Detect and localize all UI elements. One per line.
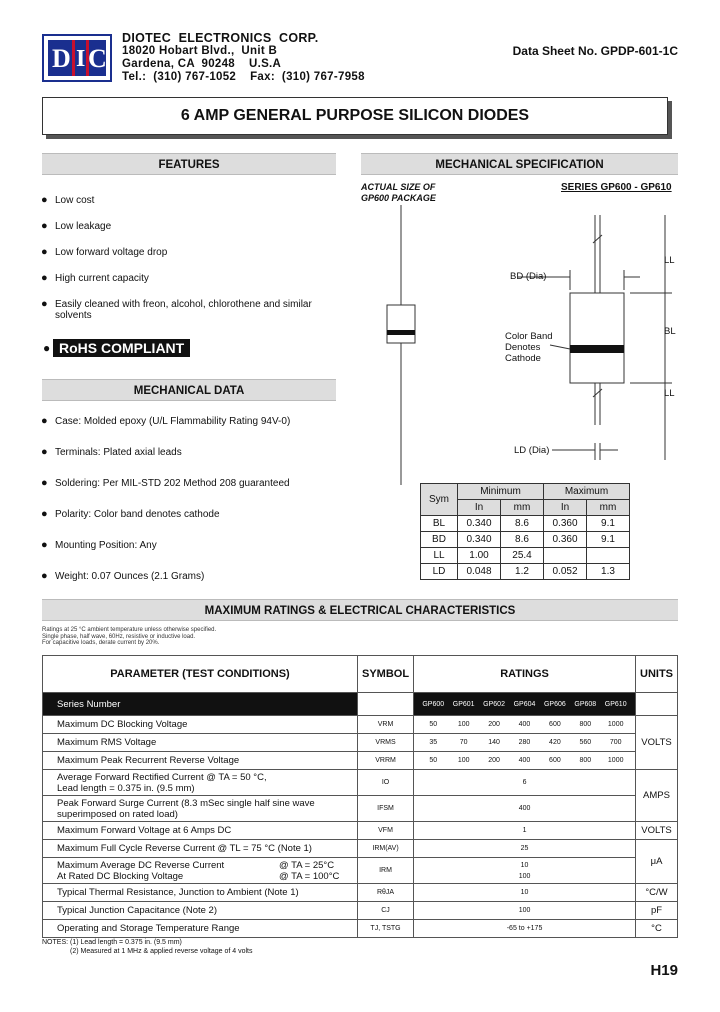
unit-cell: °C (636, 920, 678, 938)
param-cell: Maximum Average DC Reverse Current At Rated DC Blocking Voltage @ TA = 25°C @ TA = 100°C (43, 858, 358, 884)
bullet-icon: ● (43, 341, 51, 355)
dim-max-mm: 9.1 (587, 516, 630, 532)
value-cell: 560 (579, 739, 592, 746)
value-cell: 6 (414, 770, 636, 796)
col-symbol-header: SYMBOL (358, 656, 414, 693)
series-number: GP601 (452, 700, 475, 708)
feature-item: ● Low cost (41, 194, 95, 206)
color-band-label: Color Band Denotes Cathode (505, 331, 553, 364)
value-cell: 600 (549, 721, 561, 728)
dim-header-min: Minimum (458, 484, 544, 500)
unit-cell: pF (636, 902, 678, 920)
value-cell: 100 (414, 902, 636, 920)
dim-min-mm: 8.6 (501, 516, 544, 532)
symbol-cell: RθJA (358, 884, 414, 902)
condition-100c: @ TA = 100°C (279, 871, 340, 882)
symbol-cell: IRM(AV) (358, 840, 414, 858)
value-cell: 1000 (607, 757, 624, 764)
note-1: NOTES: (1) Lead length = 0.375 in. (9.5 mm) (42, 939, 182, 946)
value-cell: 420 (549, 739, 561, 746)
value-cell: 100 (457, 721, 470, 728)
table-row (43, 716, 678, 734)
col-units-header: UNITS (636, 656, 678, 693)
company-name: DIOTEC ELECTRONICS CORP. (122, 31, 319, 45)
dim-min-mm: 1.2 (501, 564, 544, 580)
logo-letter-i: I (76, 46, 86, 72)
dim-sym: LD (421, 564, 458, 580)
value-cell: 25 (414, 840, 636, 858)
dim-sym: LL (421, 548, 458, 564)
series-number: GP604 (513, 700, 536, 708)
bl-label: BL (664, 326, 676, 337)
dim-max-in: 0.360 (544, 516, 587, 532)
mechanical-data-heading: MECHANICAL DATA (42, 379, 336, 401)
dim-sym: BL (421, 516, 458, 532)
table-row (43, 822, 678, 840)
symbol-cell: VRRM (358, 752, 414, 770)
col-param-header: PARAMETER (TEST CONDITIONS) (43, 656, 358, 693)
value-cell: 400 (518, 721, 531, 728)
param-cell: Maximum DC Blocking Voltage (43, 716, 358, 734)
logo-letter-c: C (88, 44, 107, 73)
param-cell: Maximum RMS Voltage (43, 734, 358, 752)
document-title: 6 AMP GENERAL PURPOSE SILICON DIODES (42, 97, 668, 135)
param-cell: Typical Junction Capacitance (Note 2) (43, 902, 358, 920)
value-cell: 50 (429, 721, 438, 728)
table-row (43, 858, 678, 884)
ld-label: LD (Dia) (514, 445, 550, 456)
value-cell: 35 (429, 739, 438, 746)
value-cell: 400 (414, 796, 636, 822)
address-line-2: Gardena, CA 90248 U.S.A (122, 58, 282, 70)
dim-header-in: In (544, 500, 587, 516)
dim-sym: BD (421, 532, 458, 548)
dim-max-in: 0.052 (544, 564, 587, 580)
mech-item: ● Case: Molded epoxy (U/L Flammability Rating 94V-0) (41, 415, 291, 427)
symbol-cell: VRM (358, 716, 414, 734)
value-cell: 200 (488, 757, 500, 764)
note-2: (2) Measured at 1 MHz & applied reverse voltage of 4 volts (70, 948, 253, 955)
mech-item: ● Mounting Position: Any (41, 539, 157, 551)
table-row (43, 884, 678, 902)
unit-cell: μA (636, 840, 678, 884)
series-label: SERIES GP600 - GP610 (561, 182, 672, 193)
dim-min-in: 0.048 (458, 564, 501, 580)
table-row (43, 752, 678, 770)
series-number: GP602 (483, 700, 505, 708)
dim-header-mm: mm (501, 500, 544, 516)
dim-min-mm: 25.4 (501, 548, 544, 564)
mech-item: ● Polarity: Color band denotes cathode (41, 508, 220, 520)
series-number: GP600 (422, 700, 445, 708)
company-info (122, 32, 365, 84)
value-cell: 50 (429, 757, 438, 764)
mech-item: ● Soldering: Per MIL-STD 202 Method 208 guaranteed (41, 477, 290, 489)
dim-min-in: 0.340 (458, 532, 501, 548)
value-cell: 100 (457, 757, 470, 764)
ratings-heading: MAXIMUM RATINGS & ELECTRICAL CHARACTERISTICS (42, 599, 678, 621)
dim-header-sym: Sym (421, 484, 458, 516)
dim-min-mm: 8.6 (501, 532, 544, 548)
series-label: Series Number (43, 693, 358, 716)
dim-min-in: 1.00 (458, 548, 501, 564)
table-row (43, 840, 678, 858)
mech-item: ● Terminals: Plated axial leads (41, 446, 182, 458)
table-row (43, 796, 678, 822)
col-ratings-header: RATINGS (414, 656, 636, 693)
value-cell: 1000 (607, 721, 624, 728)
symbol-cell: TJ, TSTG (358, 920, 414, 938)
value-cell: 800 (579, 757, 592, 764)
series-number: GP610 (604, 700, 627, 708)
value-cell: 700 (609, 739, 622, 746)
feature-item: ● Low leakage (41, 220, 112, 232)
unit-cell: VOLTS (636, 822, 678, 840)
ll-label-top: LL (664, 255, 675, 266)
unit-cell: VOLTS (636, 716, 678, 770)
param-cell: Typical Thermal Resistance, Junction to Ambient (Note 1) (43, 884, 358, 902)
features-heading: FEATURES (42, 153, 336, 175)
rohs-badge: RoHS COMPLIANT (53, 339, 190, 357)
value-cell: 70 (459, 739, 468, 746)
param-cell: Operating and Storage Temperature Range (43, 920, 358, 938)
dim-header-max: Maximum (544, 484, 630, 500)
value-cell: 280 (518, 739, 531, 746)
dimension-table (420, 483, 630, 580)
phone-fax: Tel.: (310) 767-1052 Fax: (310) 767-7958 (122, 71, 365, 83)
dim-header-in: In (458, 500, 501, 516)
company-logo (42, 34, 112, 82)
series-row (43, 693, 678, 716)
param-cell: Maximum Peak Recurrent Reverse Voltage (43, 752, 358, 770)
dim-max-mm: 1.3 (587, 564, 630, 580)
unit-cell: AMPS (636, 770, 678, 822)
mech-spec-heading: MECHANICAL SPECIFICATION (361, 153, 678, 175)
value-cell: 10 (414, 884, 636, 902)
value-cell: 10 100 (414, 858, 636, 884)
logo-letter-d: D (52, 44, 71, 73)
value-cell: 1 (414, 822, 636, 840)
dim-row (421, 532, 630, 548)
value-cell: 140 (488, 739, 500, 746)
dim-row (421, 516, 630, 532)
dim-row (421, 564, 630, 580)
symbol-cell: CJ (358, 902, 414, 920)
symbol-cell: IFSM (358, 796, 414, 822)
unit-cell: °C/W (636, 884, 678, 902)
table-row (43, 902, 678, 920)
feature-item: ● Low forward voltage drop (41, 246, 168, 258)
value-cell: 400 (518, 757, 531, 764)
dim-max-mm: 9.1 (587, 532, 630, 548)
value-cell: 800 (579, 721, 592, 728)
param-cell: Maximum Full Cycle Reverse Current @ TL = 75 °C (Note 1) (43, 840, 358, 858)
logo-bar (72, 40, 75, 76)
value-cell: 200 (488, 721, 500, 728)
address-line-1: 18020 Hobart Blvd., Unit B (122, 45, 278, 57)
symbol-cell: VFM (358, 822, 414, 840)
feature-item: ● Easily cleaned with freon, alcohol, chlorothene and similar solvents (41, 298, 312, 321)
feature-item: ● High current capacity (41, 272, 149, 284)
series-number: GP606 (543, 700, 566, 708)
dim-header-mm: mm (587, 500, 630, 516)
value-cell: 600 (549, 757, 561, 764)
table-row (43, 734, 678, 752)
page-id: H19 (650, 962, 678, 979)
param-cell: Maximum Forward Voltage at 6 Amps DC (43, 822, 358, 840)
dimension-drawing (440, 215, 680, 465)
actual-size-diode (380, 205, 430, 490)
table-row (43, 770, 678, 796)
footnotes (42, 938, 252, 956)
dim-max-in (544, 548, 587, 564)
dim-row (421, 548, 630, 564)
dim-max-in: 0.360 (544, 532, 587, 548)
dim-max-mm (587, 548, 630, 564)
param-cell: Peak Forward Surge Current (8.3 mSec single half sine wave superimposed on rated load) (43, 796, 358, 822)
param-cell: Average Forward Rectified Current @ TA = 50 °C, Lead length = 0.375 in. (9.5 mm) (43, 770, 358, 796)
dim-min-in: 0.340 (458, 516, 501, 532)
symbol-cell: IO (358, 770, 414, 796)
symbol-cell: IRM (358, 858, 414, 884)
symbol-cell: VRMS (358, 734, 414, 752)
actual-size-label: ACTUAL SIZE OF GP600 PACKAGE (361, 182, 436, 203)
ratings-table (42, 655, 678, 938)
table-row (43, 920, 678, 938)
ratings-notes: Ratings at 25 °C ambient temperature unless otherwise specified. Single phase, half wave, 60Hz, resistive or inductive load. For capacitive loads, derate current by 20%. (42, 627, 217, 646)
mech-item: ● Weight: 0.07 Ounces (2.1 Grams) (41, 570, 205, 582)
series-number: GP608 (574, 700, 597, 708)
condition-25c: @ TA = 25°C (279, 860, 335, 871)
ll-label-bottom: LL (664, 388, 675, 399)
bd-label: BD (Dia) (510, 271, 547, 282)
value-cell: -65 to +175 (414, 920, 636, 938)
datasheet-number: Data Sheet No. GPDP-601-1C (512, 44, 678, 58)
